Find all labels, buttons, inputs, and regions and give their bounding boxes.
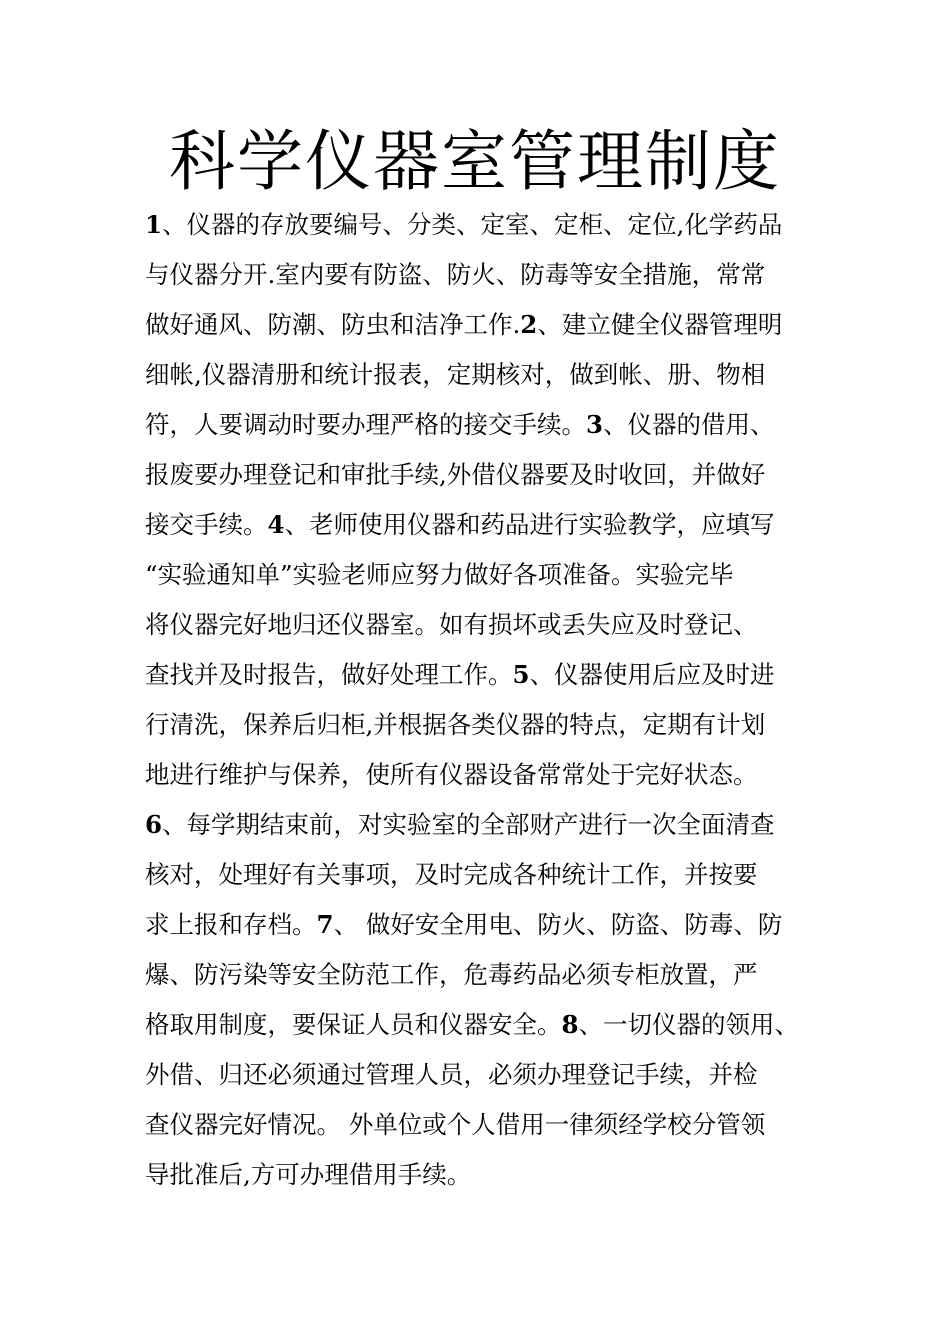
clause-number: 7 xyxy=(316,910,334,939)
body-text: 将仪器完好地归还仪器室。如有损坏或丢失应及时登记、 xyxy=(145,610,758,639)
document-title: 科学仪器室管理制度 xyxy=(169,123,781,200)
body-text: 接交手续。 xyxy=(145,510,268,539)
text-line xyxy=(145,200,835,250)
body-text: 爆、防污染等安全防范工作，危毒药品必须专柜放置，严 xyxy=(145,960,758,989)
text-line xyxy=(145,1150,835,1200)
clause-number: 8 xyxy=(561,1010,579,1039)
body-text: 格取用制度，要保证人员和仪器安全。 xyxy=(145,1010,562,1039)
body-text: 、 做好安全用电、防火、防盗、防毒、防 xyxy=(333,910,783,939)
text-line xyxy=(145,450,835,500)
body-text: 、每学期结束前，对实验室的全部财产进行一次全面清查 xyxy=(162,810,775,839)
text-line xyxy=(145,650,835,700)
body-text: 、老师使用仪器和药品进行实验教学，应填写 xyxy=(284,510,775,539)
text-line xyxy=(145,350,835,400)
body-text: 、建立健全仪器管理明 xyxy=(537,310,783,339)
text-line xyxy=(145,600,835,650)
text-line xyxy=(145,550,835,600)
text-line xyxy=(145,1000,835,1050)
text-line xyxy=(145,250,835,300)
body-text: 与仪器分开.室内要有防盗、防火、防毒等安全措施，常常 xyxy=(145,260,766,289)
body-text: 报废要办理登记和审批手续,外借仪器要及时收回，并做好 xyxy=(145,460,766,489)
text-line xyxy=(145,1050,835,1100)
body-text: “实验通知单”实验老师应努力做好各项准备。实验完毕 xyxy=(145,560,734,589)
body-text: 导批准后,方可办理借用手续。 xyxy=(145,1160,472,1189)
body-text: 地进行维护与保养，使所有仪器设备常常处于完好状态。 xyxy=(145,760,758,789)
text-line xyxy=(145,800,835,850)
body-text: 查仪器完好情况。 外单位或个人借用一律须经学校分管领 xyxy=(145,1110,766,1139)
text-line xyxy=(145,700,835,750)
body-text: 查找并及时报告，做好处理工作。 xyxy=(145,660,513,689)
text-line xyxy=(145,400,835,450)
clause-number: 1 xyxy=(145,210,163,239)
body-text: 细帐,仪器清册和统计报表，定期核对，做到帐、册、物相 xyxy=(145,360,766,389)
text-line xyxy=(145,500,835,550)
body-text: 、仪器的借用、 xyxy=(603,410,775,439)
clause-number: 4 xyxy=(267,510,285,539)
text-line xyxy=(145,750,835,800)
clause-number: 3 xyxy=(586,410,604,439)
clause-number: 2 xyxy=(520,310,538,339)
body-text: 求上报和存档。 xyxy=(145,910,317,939)
clause-number: 6 xyxy=(145,810,163,839)
body-text: 、仪器使用后应及时进 xyxy=(529,660,775,689)
document-body xyxy=(145,200,835,1200)
text-line xyxy=(145,1100,835,1150)
text-line xyxy=(145,900,835,950)
body-text: 、一切仪器的领用、 xyxy=(578,1010,800,1039)
body-text: 符，人要调动时要办理严格的接交手续。 xyxy=(145,410,586,439)
text-line xyxy=(145,850,835,900)
body-text: 外借、归还必须通过管理人员，必须办理登记手续，并检 xyxy=(145,1060,758,1089)
body-text: 行清洗，保养后归柜,并根据各类仪器的特点，定期有计划 xyxy=(145,710,766,739)
body-text: 核对，处理好有关事项，及时完成各种统计工作，并按要 xyxy=(145,860,758,889)
clause-number: 5 xyxy=(512,660,530,689)
text-line xyxy=(145,950,835,1000)
body-text: 、仪器的存放要编号、分类、定室、定柜、定位,化学药品 xyxy=(162,210,783,239)
body-text: 做好通风、防潮、防虫和洁净工作. xyxy=(145,310,521,339)
text-line xyxy=(145,300,835,350)
